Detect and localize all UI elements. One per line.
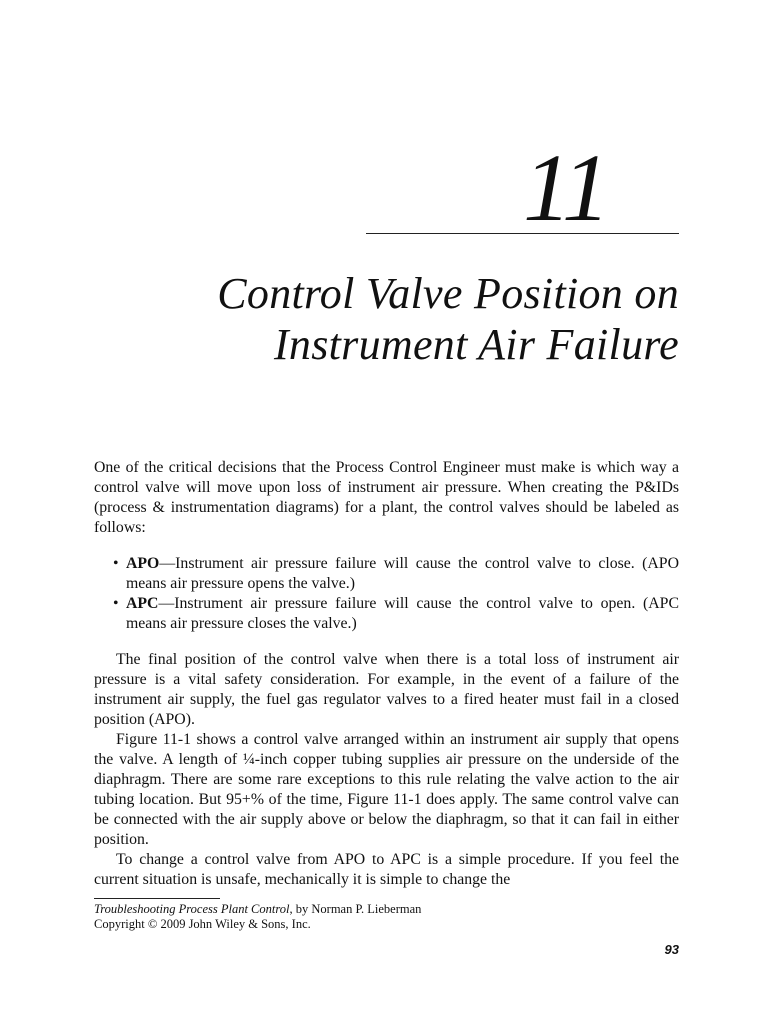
- footnote-citation: [94, 902, 421, 917]
- footnote-copyright: Copyright © 2009 John Wiley & Sons, Inc.: [94, 917, 311, 931]
- chapter-title-line-1: Control Valve Position on: [217, 269, 679, 318]
- page-number: 93: [664, 942, 679, 957]
- bullet-item-apo: [113, 554, 679, 594]
- bullet-list: [94, 554, 679, 634]
- bullet-text-apc: —Instrument air pressure failure will cause the control valve to open. (APC means air pressure closes the valve.): [126, 595, 679, 632]
- footnote: [94, 902, 421, 932]
- paragraph-3: To change a control valve from APO to APC is a simple procedure. If you feel the current situation is unsafe, mechanically it is simple to change the: [94, 851, 679, 888]
- body-text: [94, 458, 679, 890]
- bullet-term-apc: APC: [126, 595, 159, 612]
- intro-paragraph: One of the critical decisions that the Process Control Engineer must make is which way a control valve will move upon loss of instrument air pressure. When creating the P&IDs (process & instrumentation diagrams) for a plant, the control valves should be labeled as follows:: [94, 459, 679, 536]
- bullet-text-apo: —Instrument air pressure failure will cause the control valve to close. (APO means air pressure opens the valve.): [126, 555, 679, 592]
- footnote-rule: [94, 898, 220, 899]
- chapter-title-line-2: Instrument Air Failure: [273, 320, 679, 369]
- bullet-dot: •: [113, 555, 119, 572]
- chapter-number: 11: [523, 134, 608, 241]
- chapter-rule: [366, 233, 679, 234]
- bullet-dot: •: [113, 595, 119, 612]
- paragraph-2: Figure 11-1 shows a control valve arranged within an instrument air supply that opens the valve. A length of ¼-inch copper tubing supplies air pressure on the underside of the diaphragm. There are some rare exceptions to this rule relating the valve action to the air tubing location. But 95+% of the time, Figure 11-1 does apply. The same control valve can be connected with the air supply above or below the diaphragm, so that it can fail in either position.: [94, 731, 679, 848]
- bullet-item-apc: [113, 594, 679, 634]
- footnote-author: , by Norman P. Lieberman: [289, 902, 422, 916]
- paragraph-1: The final position of the control valve when there is a total loss of instrument air pressure is a vital safety consideration. For example, in the event of a failure of the instrument air supply, the fuel gas regulator valves to a fired heater must fail in a closed position (APO).: [94, 651, 679, 728]
- chapter-title: [217, 268, 679, 370]
- footnote-book-title: Troubleshooting Process Plant Control: [94, 902, 290, 916]
- bullet-term-apo: APO: [126, 555, 160, 572]
